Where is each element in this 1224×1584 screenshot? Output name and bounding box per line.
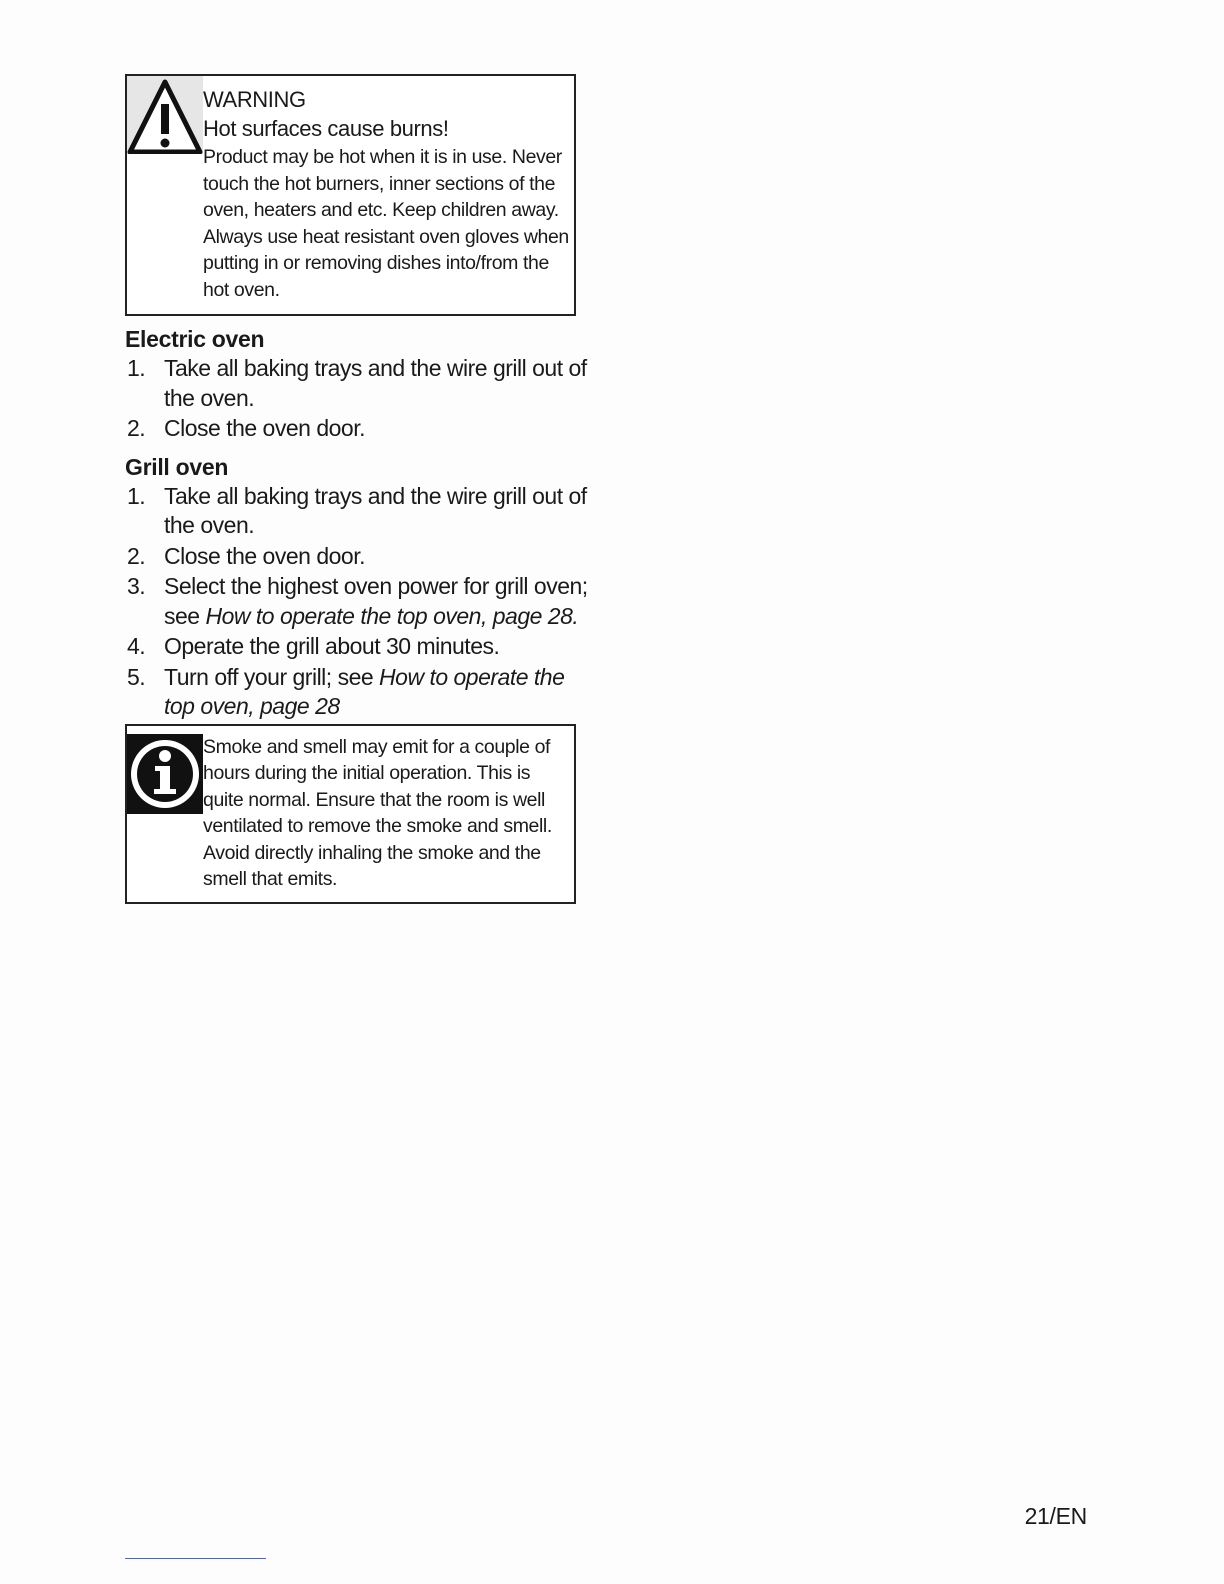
- step-text: Close the oven door.: [164, 415, 365, 441]
- step-number: 1.: [127, 482, 146, 509]
- step-number: 1.: [127, 355, 146, 381]
- list-item: [125, 414, 595, 444]
- step-text: Close the oven door.: [164, 542, 365, 569]
- step-text: Take all baking trays and the wire grill out of the oven.: [164, 482, 587, 538]
- info-body: Smoke and smell may emit for a couple of hours during the initial operation. This is quite normal. Ensure that the room is well ventilated to remove the smoke and smell. Avoid directly inhaling the smoke and the smell that emits.: [203, 735, 552, 891]
- warning-subtitle: Hot surfaces cause burns!: [203, 116, 449, 141]
- warning-box: [125, 74, 576, 316]
- grill-oven-heading: Grill oven: [125, 453, 229, 480]
- cross-reference-link[interactable]: How to operate the top oven, page 28.: [205, 602, 579, 629]
- step-number: 3.: [127, 573, 146, 599]
- page-number: 21/EN: [1024, 1503, 1087, 1529]
- step-text: Turn off your grill; see: [164, 663, 380, 690]
- step-text: Take all baking trays and the wire grill out of the oven.: [164, 355, 587, 411]
- list-item: [125, 354, 595, 413]
- info-icon: [127, 734, 203, 814]
- warning-title: WARNING: [203, 87, 306, 112]
- step-number: 2.: [127, 542, 146, 569]
- electric-oven-heading: Electric oven: [125, 326, 265, 352]
- electric-oven-steps: [125, 354, 595, 444]
- warning-triangle-icon: [127, 76, 203, 154]
- list-item: [125, 572, 595, 631]
- list-item: [125, 632, 595, 662]
- footnote-divider: [125, 1558, 266, 1559]
- step-text: Select the highest oven power for grill oven; see: [164, 573, 588, 629]
- list-item: [125, 663, 595, 722]
- info-box: [125, 724, 576, 904]
- content-column: [125, 74, 595, 904]
- cross-reference-link[interactable]: How to operate the top oven, page 28: [164, 663, 565, 719]
- warning-body: Product may be hot when it is in use. Never touch the hot burners, inner sections of the oven, heaters and etc. Keep children away. Always use heat resistant oven gloves when putting in or removing dishes into/from the hot oven.: [203, 146, 569, 301]
- step-number: 5.: [127, 663, 146, 690]
- list-item: [125, 482, 595, 541]
- step-number: 2.: [127, 415, 146, 441]
- step-text: Operate the grill about 30 minutes.: [164, 633, 500, 659]
- grill-oven-steps: [125, 482, 595, 722]
- step-number: 4.: [127, 633, 146, 659]
- list-item: [125, 542, 595, 572]
